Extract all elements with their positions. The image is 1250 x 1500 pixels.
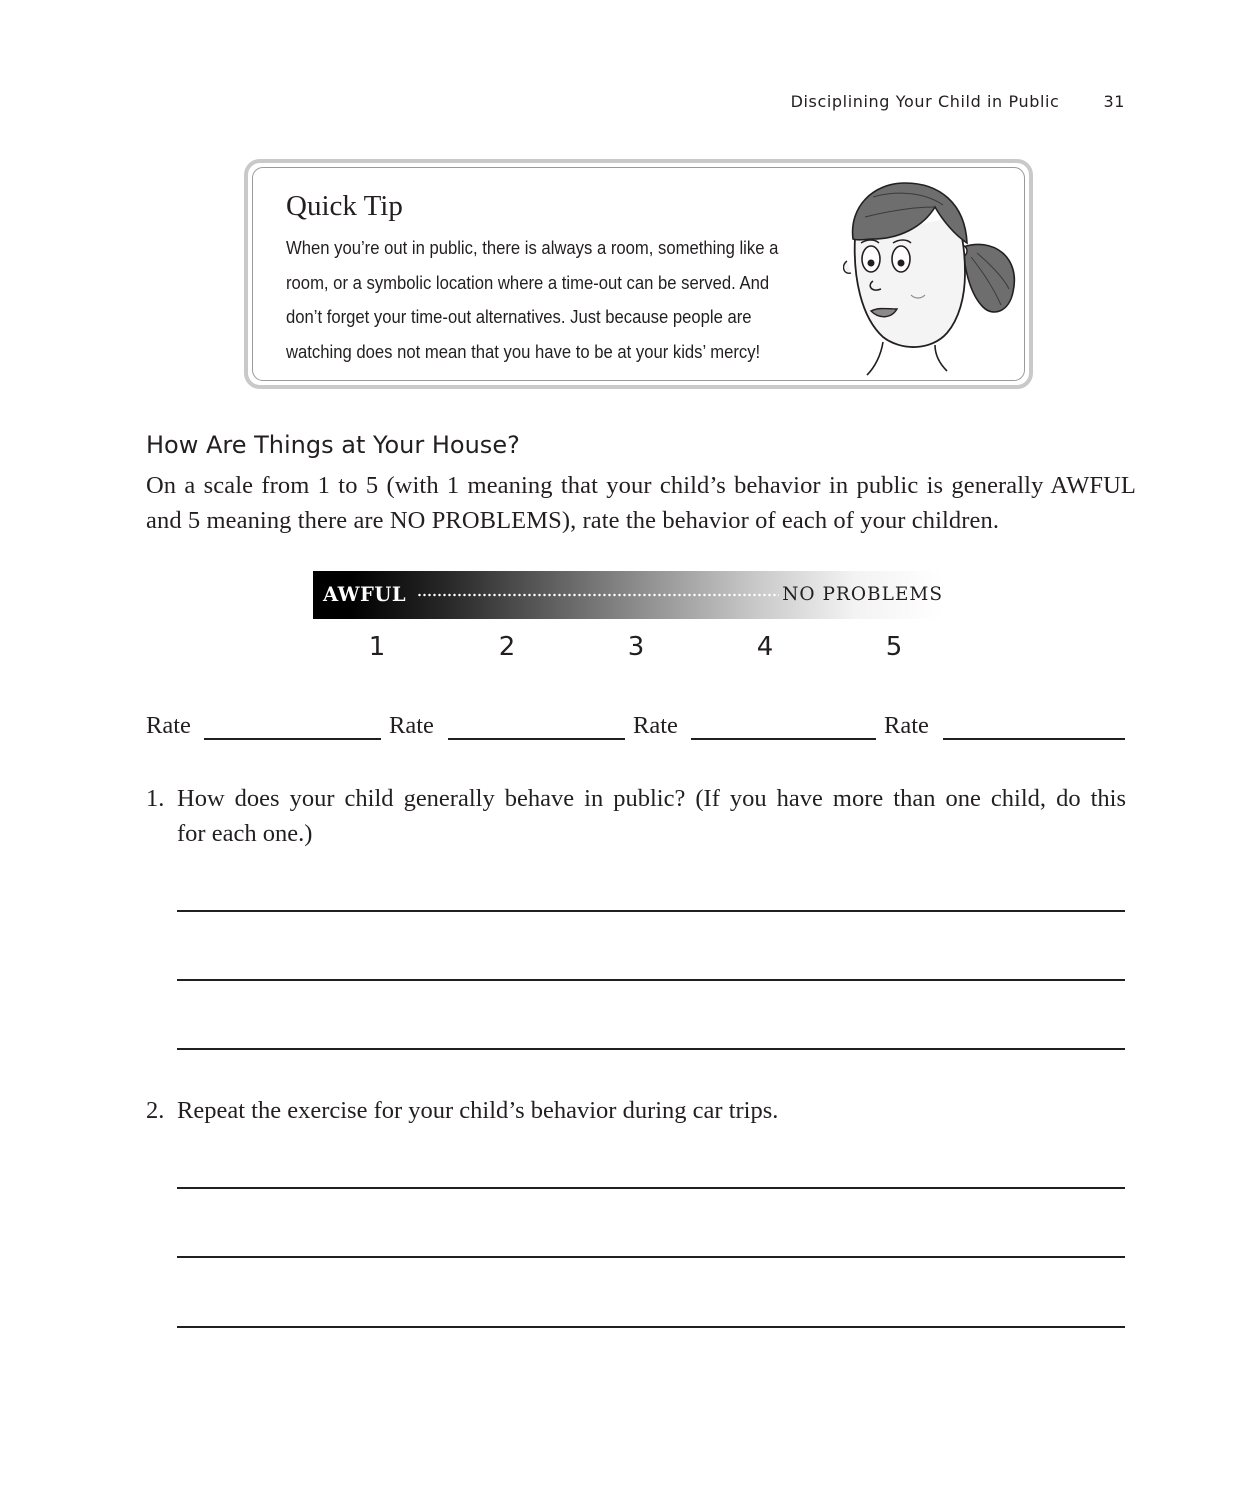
rate-field-4[interactable] [943, 738, 1125, 740]
question-line: Repeat the exercise for your child’s behavior during car trips. [177, 1097, 779, 1124]
quick-tip-line: don’t forget your time-out alternatives. Just because people are [286, 306, 752, 328]
scale-number-4: 4 [756, 632, 774, 662]
answer-line[interactable] [177, 910, 1125, 912]
question-number: 1. [146, 785, 165, 812]
scale-number-1: 1 [368, 632, 386, 662]
girl-face-illustration [843, 177, 1023, 377]
quick-tip-body [286, 231, 846, 370]
answer-line[interactable] [177, 979, 1125, 981]
rate-label: Rate [884, 712, 929, 739]
question-number: 2. [146, 1097, 165, 1124]
quick-tip-line: watching does not mean that you have to be at your kids’ mercy! [286, 341, 761, 363]
rate-field-3[interactable] [691, 738, 876, 740]
rate-field-2[interactable] [448, 738, 625, 740]
answer-line[interactable] [177, 1048, 1125, 1050]
scale-dotted-line [417, 593, 779, 597]
rate-label: Rate [389, 712, 434, 739]
answer-line[interactable] [177, 1256, 1125, 1258]
scale-left-label: AWFUL [323, 583, 407, 606]
scale-right-label: NO PROBLEMS [782, 584, 943, 605]
rate-label: Rate [633, 712, 678, 739]
answer-line[interactable] [177, 1326, 1125, 1328]
rate-label: Rate [146, 712, 191, 739]
running-head [700, 92, 1125, 111]
page-number: 31 [1103, 92, 1125, 111]
question-line: for each one.) [177, 820, 313, 847]
rate-field-1[interactable] [204, 738, 381, 740]
intro-line: On a scale from 1 to 5 (with 1 meaning that your child’s behavior in public is generally AWFUL [146, 472, 1136, 499]
scale-number-3: 3 [627, 632, 645, 662]
intro-line: and 5 meaning there are NO PROBLEMS), rate the behavior of each of your children. [146, 507, 1000, 534]
question-line: How does your child generally behave in public? (If you have more than one child, do this [177, 785, 1126, 812]
quick-tip-line: room, or a symbolic location where a time-out can be served. And [286, 271, 770, 293]
running-head-title: Disciplining Your Child in Public [790, 92, 1060, 111]
question-text [177, 781, 1126, 851]
answer-line[interactable] [177, 1187, 1125, 1189]
question-1 [146, 781, 1126, 851]
section-heading: How Are Things at Your House? [146, 431, 520, 459]
quick-tip-box [244, 159, 1033, 389]
quick-tip-line: When you’re out in public, there is always a room, something like a [286, 237, 779, 258]
section-intro [146, 468, 1136, 538]
rating-scale-bar [313, 571, 943, 619]
scale-number-5: 5 [885, 632, 903, 662]
rate-fields-row [146, 712, 1126, 742]
question-2 [146, 1093, 1126, 1128]
quick-tip-title: Quick Tip [286, 190, 403, 222]
scale-number-2: 2 [498, 632, 516, 662]
question-text [177, 1093, 1126, 1128]
